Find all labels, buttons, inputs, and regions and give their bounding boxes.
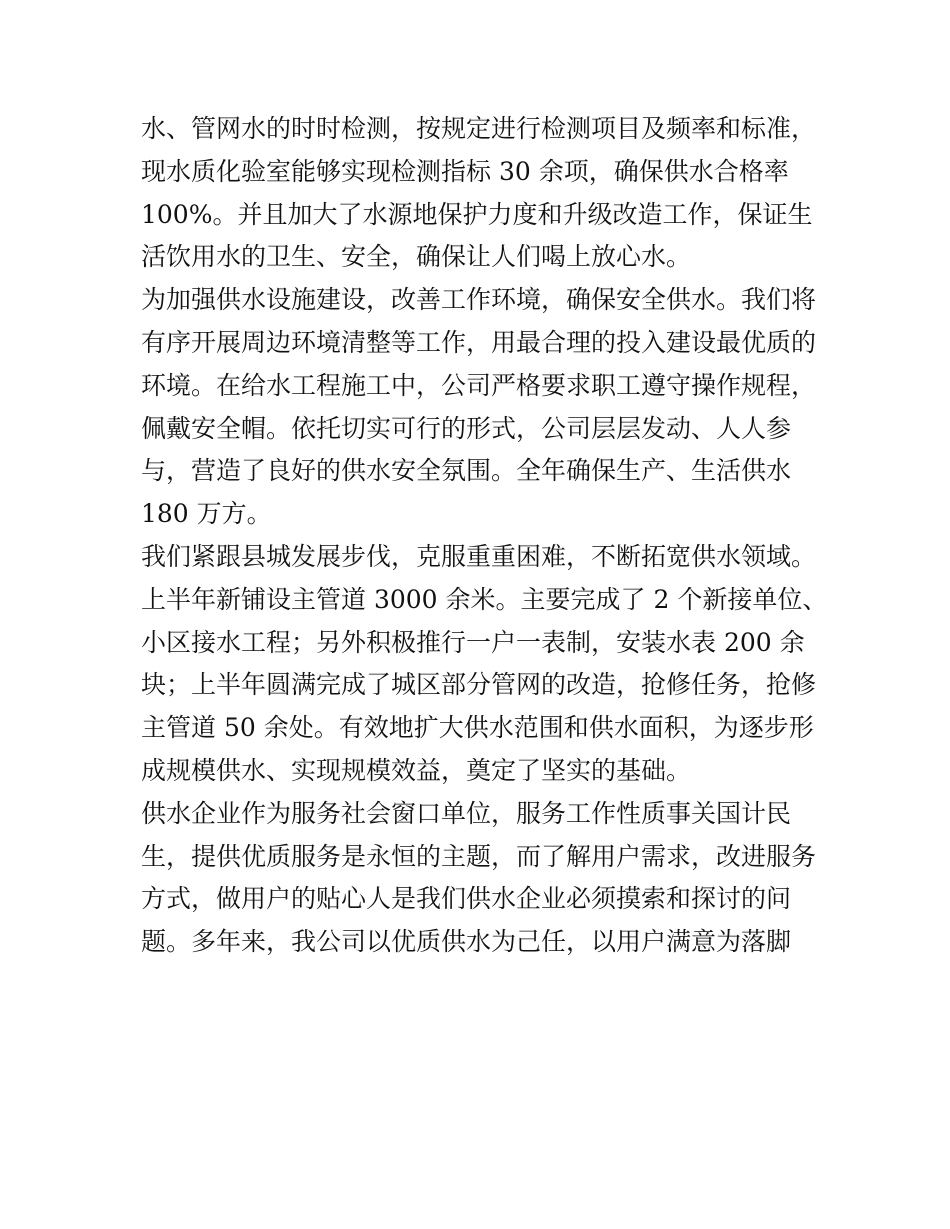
- text-line: 主管道 50 余处。有效地扩大供水范围和供水面积，为逐步形: [141, 713, 814, 743]
- text-line: 水、管网水的时时检测，按规定进行检测项目及频率和标准，: [141, 114, 817, 143]
- text-line: 180 万方。: [141, 499, 272, 529]
- text-line: 现水质化验室能够实现检测指标 30 余项，确保供水合格率: [141, 156, 789, 186]
- text-line: 有序开展周边环境清整等工作，用最合理的投入建设最优质的: [141, 327, 817, 357]
- text-line: 100%。并且加大了水源地保护力度和升级改造工作，保证生: [141, 199, 813, 229]
- text-line: 供水企业作为服务社会窗口单位，服务工作性质事关国计民: [141, 798, 792, 828]
- text-line: 方式，做用户的贴心人是我们供水企业必须摸索和探讨的问: [141, 884, 792, 914]
- text-line: 我们紧跟县城发展步伐，克服重重困难，不断拓宽供水领域。: [141, 541, 817, 571]
- text-line: 块；上半年圆满完成了城区部分管网的改造，抢修任务，抢修: [141, 670, 817, 700]
- body-text: [141, 108, 831, 964]
- text-line: 小区接水工程；另外积极推行一户一表制，安装水表 200 余: [141, 627, 805, 657]
- text-line: 活饮用水的卫生、安全，确保让人们喝上放心水。: [141, 242, 692, 272]
- text-line: 上半年新铺设主管道 3000 余米。主要完成了 2 个新接单位、: [141, 584, 828, 614]
- text-line: 为加强供水设施建设，改善工作环境，确保安全供水。我们将: [141, 285, 817, 315]
- text-line: 生，提供优质服务是永恒的主题，而了解用户需求，改进服务: [141, 841, 817, 871]
- text-line: 佩戴安全帽。依托切实可行的形式，公司层层发动、人人参: [141, 413, 792, 443]
- text-line: 环境。在给水工程施工中，公司严格要求职工遵守操作规程，: [141, 370, 817, 400]
- text-line: 与，营造了良好的供水安全氛围。全年确保生产、生活供水: [141, 456, 792, 486]
- text-line: 题。多年来，我公司以优质供水为己任，以用户满意为落脚: [141, 927, 792, 957]
- text-line: 成规模供水、实现规模效益，奠定了坚实的基础。: [141, 755, 692, 785]
